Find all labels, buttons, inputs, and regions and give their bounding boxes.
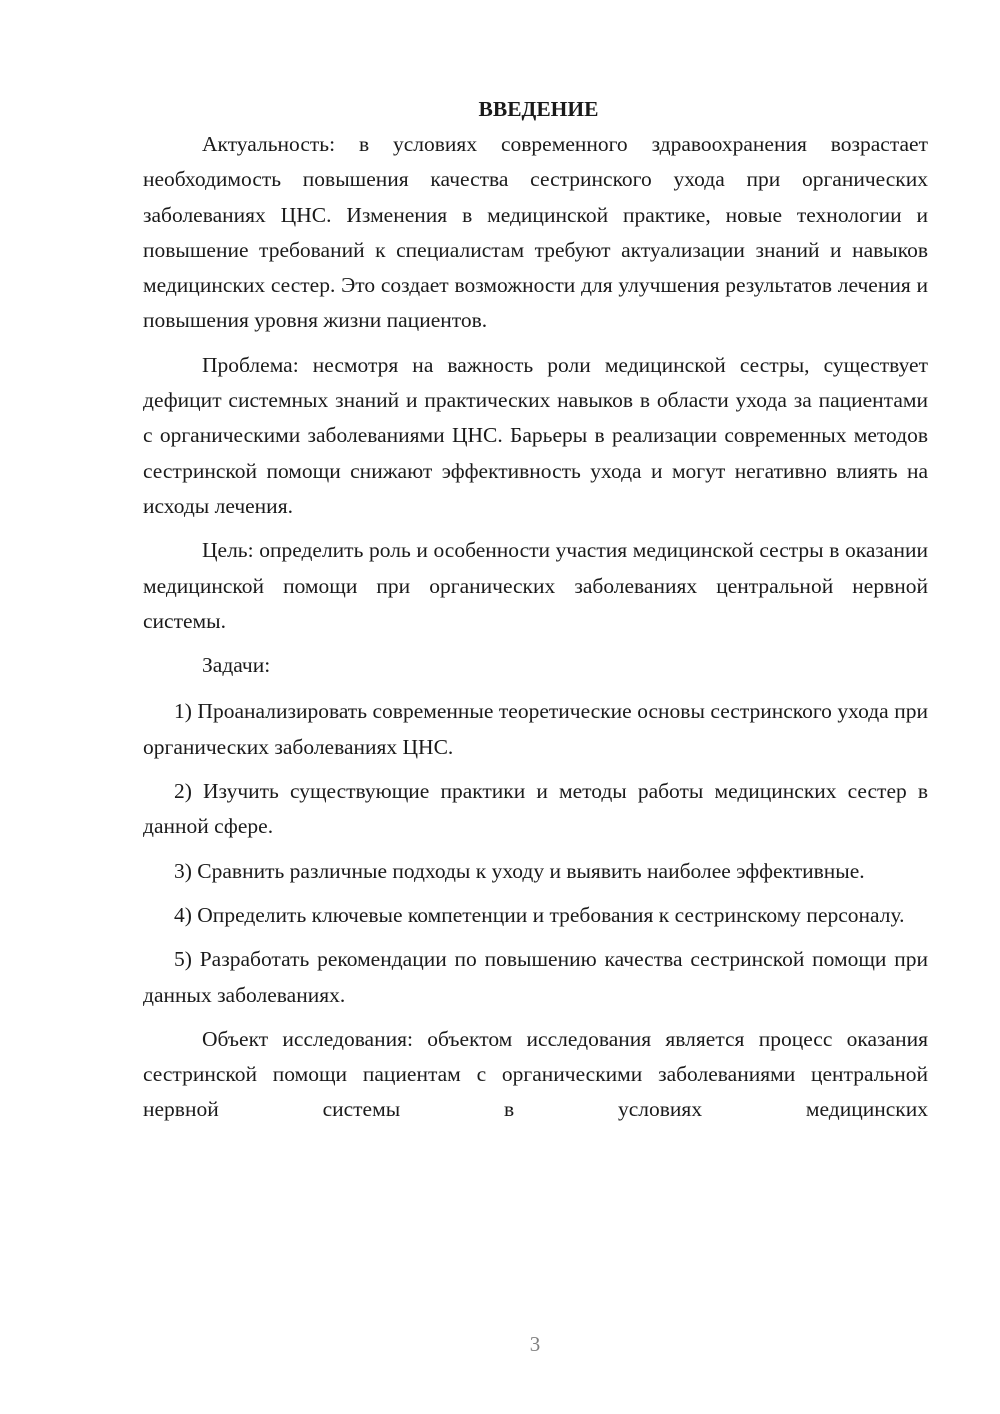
task-item-2: 2) Изучить существующие практики и методы работы медицинских сестер в данной сфере. bbox=[143, 779, 928, 839]
task-item-3: 3) Сравнить различные подходы к уходу и выявить наиболее эффективные. bbox=[174, 858, 865, 883]
tasks-label: Задачи: bbox=[202, 653, 271, 678]
paragraph-problem: Проблема: несмотря на важность роли медицинской сестры, существует дефицит системных знаний и практических навыков в области ухода за пациентами с органическими заболеваниями ЦНС. Барьеры в реализации современных методов сестринской помощи снижают эффективность ухода и могут негативно влиять на исходы лечения. bbox=[143, 352, 928, 518]
paragraph-relevance: Актуальность: в условиях современного здравоохранения возрастает необходимость повышения качества сестринского ухода при органических заболеваниях ЦНС. Изменения в медицинской практике, новые технологии и повышение требований к специалистам требуют актуализации знаний и навыков медицинских сестер. Это создает возможности для улучшения результатов лечения и повышения уровня жизни пациентов. bbox=[143, 132, 928, 333]
page-number: 3 bbox=[529, 1332, 541, 1356]
task-item-4: 4) Определить ключевые компетенции и требования к сестринскому персоналу. bbox=[174, 902, 905, 927]
paragraph-object: Объект исследования: объектом исследования является процесс оказания сестринской помощи пациентам с органическими заболеваниями центральной нервной системы в условиях медицинских bbox=[143, 1026, 928, 1122]
task-item-1: 1) Проанализировать современные теоретические основы сестринского ухода при органических заболеваниях ЦНС. bbox=[143, 699, 928, 759]
task-item-5: 5) Разработать рекомендации по повышению качества сестринской помощи при данных заболеваниях. bbox=[143, 947, 928, 1007]
paragraph-goal: Цель: определить роль и особенности участия медицинской сестры в оказании медицинской помощи при органических заболеваниях центральной нервной системы. bbox=[143, 538, 928, 633]
document-page bbox=[143, 92, 928, 1137]
document-heading: ВВЕДЕНИЕ bbox=[478, 97, 599, 121]
